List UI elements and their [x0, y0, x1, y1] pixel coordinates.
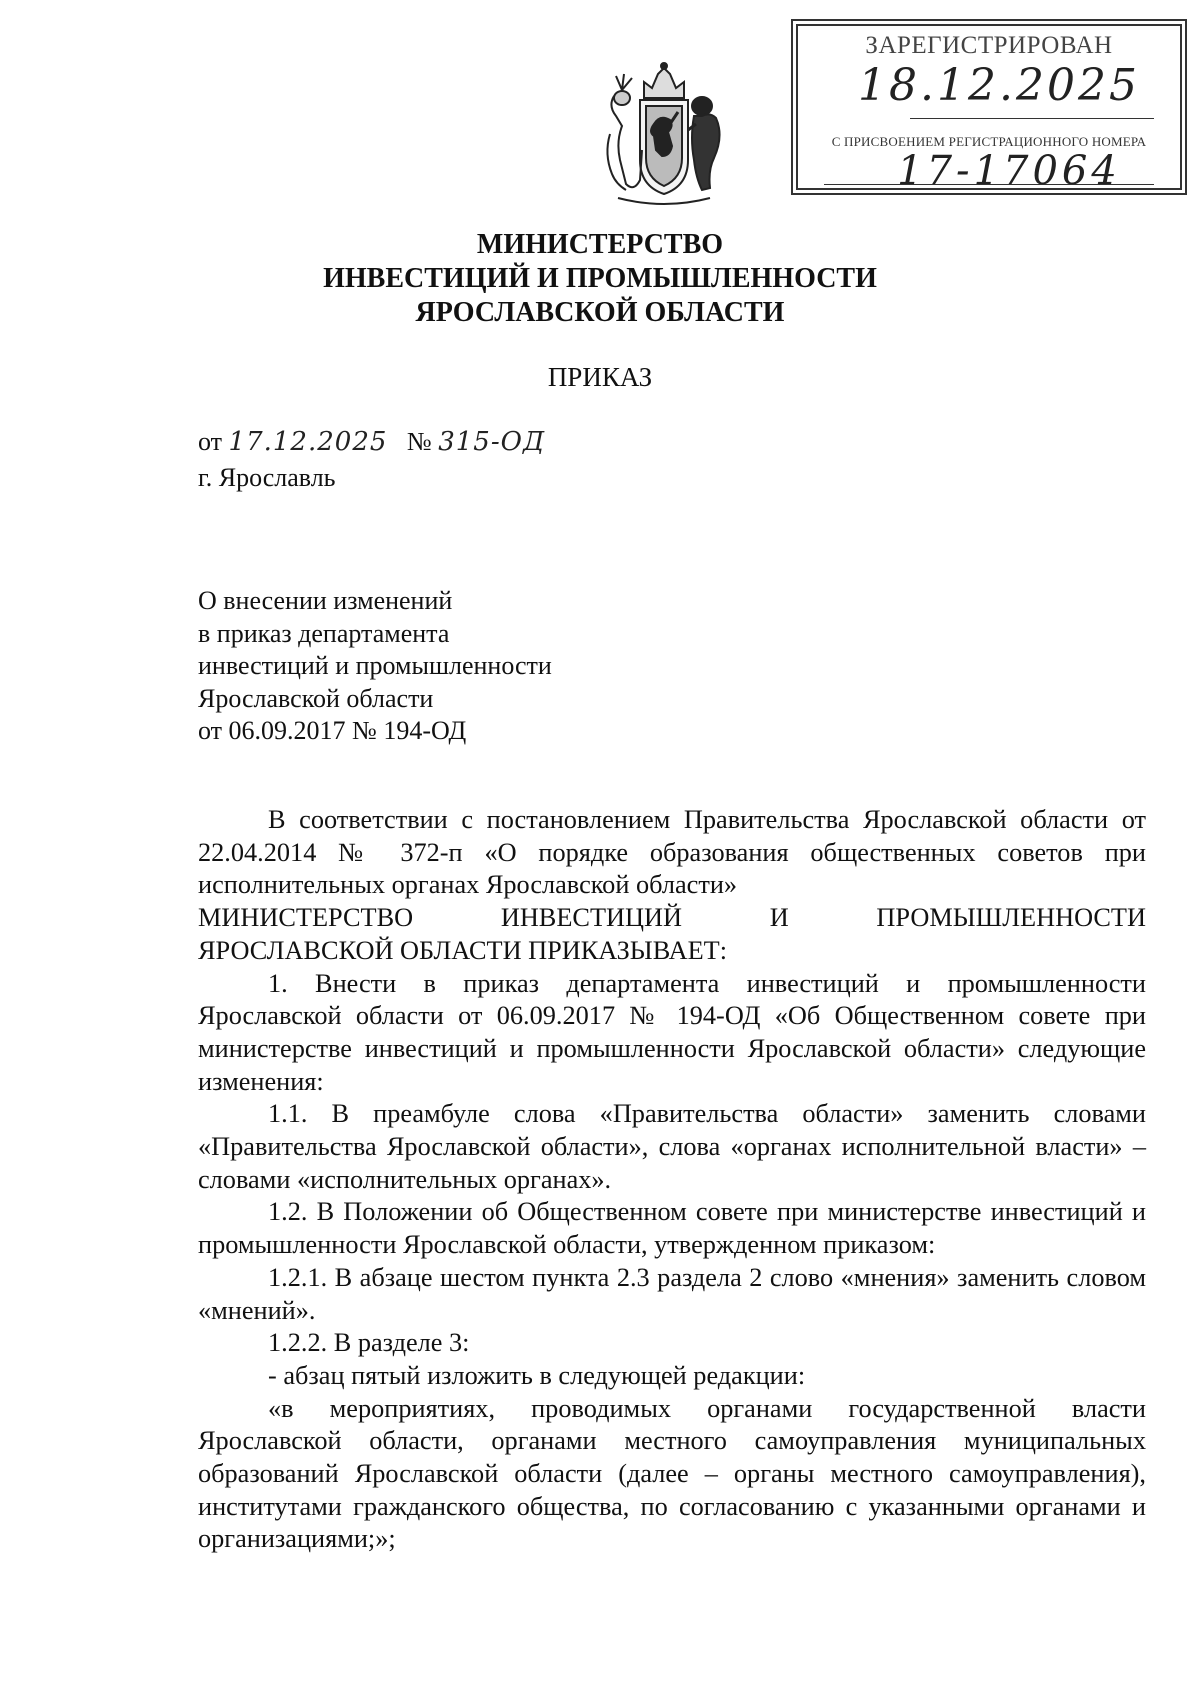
- subject-line: от 06.09.2017 № 194-ОД: [198, 716, 467, 745]
- subject-line: Ярославской области: [198, 683, 434, 713]
- stamp-registration-number: 17-17064: [897, 148, 1121, 194]
- number-prefix: №: [406, 427, 432, 456]
- paragraph-1-2-1: 1.2.1. В абзаце шестом пункта 2.3 раздела 2 слово «мнения» заменить словом «мнений».: [198, 1262, 1146, 1325]
- ministry-header: [0, 228, 1200, 330]
- yaroslavl-coat-of-arms-icon: [592, 60, 732, 210]
- quoted-paragraph: «в мероприятиях, проводимых органами государственной власти Ярославской области, органами местного самоуправления муниципальных образований Ярославской области (далее – органы местного самоуправления), институтами гражданского общества, по согласованию с указанными органами и организациями;»;: [198, 1393, 1146, 1554]
- subject-line: в приказ департамента: [198, 618, 450, 648]
- preamble-paragraph: В соответствии с постановлением Правительства Ярославской области от 22.04.2014 № 372-п «О порядке образования общественных советов при исполнительных органах Ярославской области»: [198, 805, 1146, 900]
- document-number: 315-ОД: [438, 427, 546, 457]
- paragraph-1-2-2: 1.2.2. В разделе 3:: [268, 1328, 470, 1358]
- paragraph-1-1: 1.1. В преамбуле слова «Правительства области» заменить словами «Правительства Ярославской области», слова «органах исполнительной власти» – словами «исполнительных органах».: [198, 1099, 1146, 1194]
- ministry-line: ЯРОСЛАВСКОЙ ОБЛАСТИ: [415, 297, 785, 328]
- dash-paragraph: - абзац пятый изложить в следующей редакции:: [268, 1360, 806, 1390]
- stamp-divider: [824, 184, 1154, 185]
- document-date: 17.12.2025: [228, 427, 388, 457]
- city: г. Ярославль: [198, 463, 336, 492]
- date-prefix: от: [198, 427, 223, 456]
- paragraph-1: 1. Внести в приказ департамента инвестиций и промышленности Ярославской области от 06.09.2017 № 194-ОД «Об Общественном совете при министерстве инвестиций и промышленности Ярославской области» следующие изменения:: [198, 968, 1146, 1096]
- ministry-line: МИНИСТЕРСТВО: [476, 229, 724, 260]
- orders-line: МИНИСТЕРСТВО ИНВЕСТИЦИЙ И ПРОМЫШЛЕННОСТИ: [198, 903, 1146, 933]
- stamp-divider: [910, 118, 1154, 119]
- stamp-title: ЗАРЕГИСТРИРОВАН: [865, 32, 1113, 59]
- stamp-date: 18.12.2025: [858, 60, 1140, 111]
- subject-line: О внесении изменений: [198, 586, 453, 615]
- orders-line: ЯРОСЛАВСКОЙ ОБЛАСТИ ПРИКАЗЫВАЕТ:: [198, 935, 728, 965]
- subject-line: инвестиций и промышленности: [198, 651, 552, 680]
- paragraph-1-2: 1.2. В Положении об Общественном совете при министерстве инвестиций и промышленности Ярославской области, утвержденном приказом:: [198, 1197, 1146, 1260]
- registration-stamp: [796, 24, 1182, 194]
- document-subject: [198, 585, 552, 748]
- document-body: [198, 804, 1146, 1556]
- document-meta: [198, 424, 545, 496]
- document-type: ПРИКАЗ: [547, 362, 653, 392]
- stamp-caption: С ПРИСВОЕНИЕМ РЕГИСТРАЦИОННОГО НОМЕРА: [831, 134, 1147, 149]
- ministry-line: ИНВЕСТИЦИЙ И ПРОМЫШЛЕННОСТИ: [323, 263, 877, 294]
- date-number-line: [198, 424, 545, 460]
